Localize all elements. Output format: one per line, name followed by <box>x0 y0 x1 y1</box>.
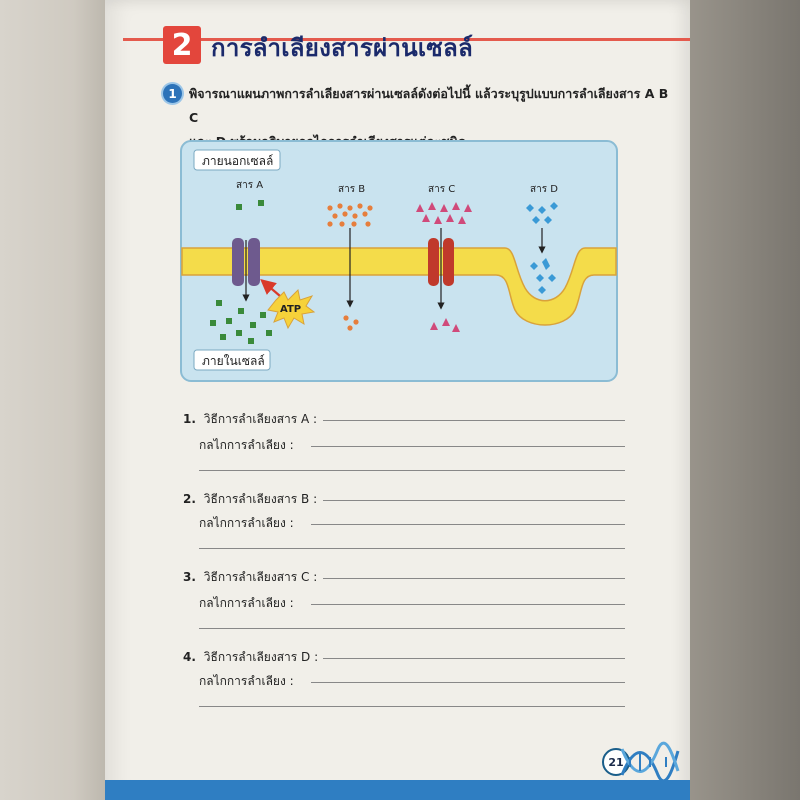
answer-number: 1. <box>183 412 196 426</box>
answer-3-method-line[interactable] <box>323 578 625 579</box>
page-bottom-bar <box>105 780 690 800</box>
method-label: วิธีการลำเลียงสาร D : <box>203 650 319 664</box>
method-label: วิธีการลำเลียงสาร C : <box>203 570 318 584</box>
substance-d-label: สาร D <box>530 184 558 195</box>
answer-2-method-line[interactable] <box>323 500 625 501</box>
answer-1-extra-line[interactable] <box>199 470 625 471</box>
answer-1-mechanism-line[interactable] <box>311 446 625 447</box>
section-number-badge: 2 <box>163 26 201 64</box>
answer-3-mechanism-line[interactable] <box>311 604 625 605</box>
answer-2-mechanism-line[interactable] <box>311 524 625 525</box>
outside-cell-label: ภายนอกเซลล์ <box>202 154 274 168</box>
answer-number: 4. <box>183 650 196 664</box>
answer-1-mechanism <box>199 436 294 455</box>
answer-3-extra-line[interactable] <box>199 628 625 629</box>
cell-transport-diagram <box>180 140 618 382</box>
answer-item-1 <box>183 410 317 429</box>
mechanism-label: กลไกการลำเลียง : <box>199 438 294 452</box>
method-label: วิธีการลำเลียงสาร A : <box>203 412 318 426</box>
answer-4-mechanism-line[interactable] <box>311 682 625 683</box>
answer-item-4 <box>183 648 318 667</box>
substance-b-label: สาร B <box>338 184 366 195</box>
method-label: วิธีการลำเลียงสาร B : <box>203 492 318 506</box>
answer-4-mechanism <box>199 672 294 691</box>
workbook-page <box>105 0 690 800</box>
answer-3-mechanism <box>199 594 294 613</box>
answer-1-method-line[interactable] <box>323 420 625 421</box>
answer-number: 2. <box>183 492 196 506</box>
substance-c-label: สาร C <box>428 184 456 195</box>
mechanism-label: กลไกการลำเลียง : <box>199 516 294 530</box>
atp-label: ATP <box>280 304 302 315</box>
answer-4-method-line[interactable] <box>323 658 625 659</box>
answer-4-extra-line[interactable] <box>199 706 625 707</box>
answer-item-3 <box>183 568 317 587</box>
answer-2-extra-line[interactable] <box>199 548 625 549</box>
inside-cell-label: ภายในเซลล์ <box>202 354 265 368</box>
page-number: 21 <box>602 748 630 776</box>
desk-background-right <box>685 0 800 800</box>
mechanism-label: กลไกการลำเลียง : <box>199 674 294 688</box>
answer-item-2 <box>183 490 317 509</box>
question-number-badge: 1 <box>163 84 182 103</box>
mechanism-label: กลไกการลำเลียง : <box>199 596 294 610</box>
answer-number: 3. <box>183 570 196 584</box>
section-title: การลำเลียงสารผ่านเซลล์ <box>211 34 474 62</box>
dna-helix-icon <box>620 735 680 785</box>
substance-a-label: สาร A <box>236 180 264 191</box>
instruction-line-1: พิจารณาแผนภาพการลำเลียงสารผ่านเซลล์ดังต่อไปนี้ แล้วระบุรูปแบบการลำเลียงสาร A B C <box>189 86 669 125</box>
answer-2-mechanism <box>199 514 294 533</box>
desk-background-left <box>0 0 105 800</box>
